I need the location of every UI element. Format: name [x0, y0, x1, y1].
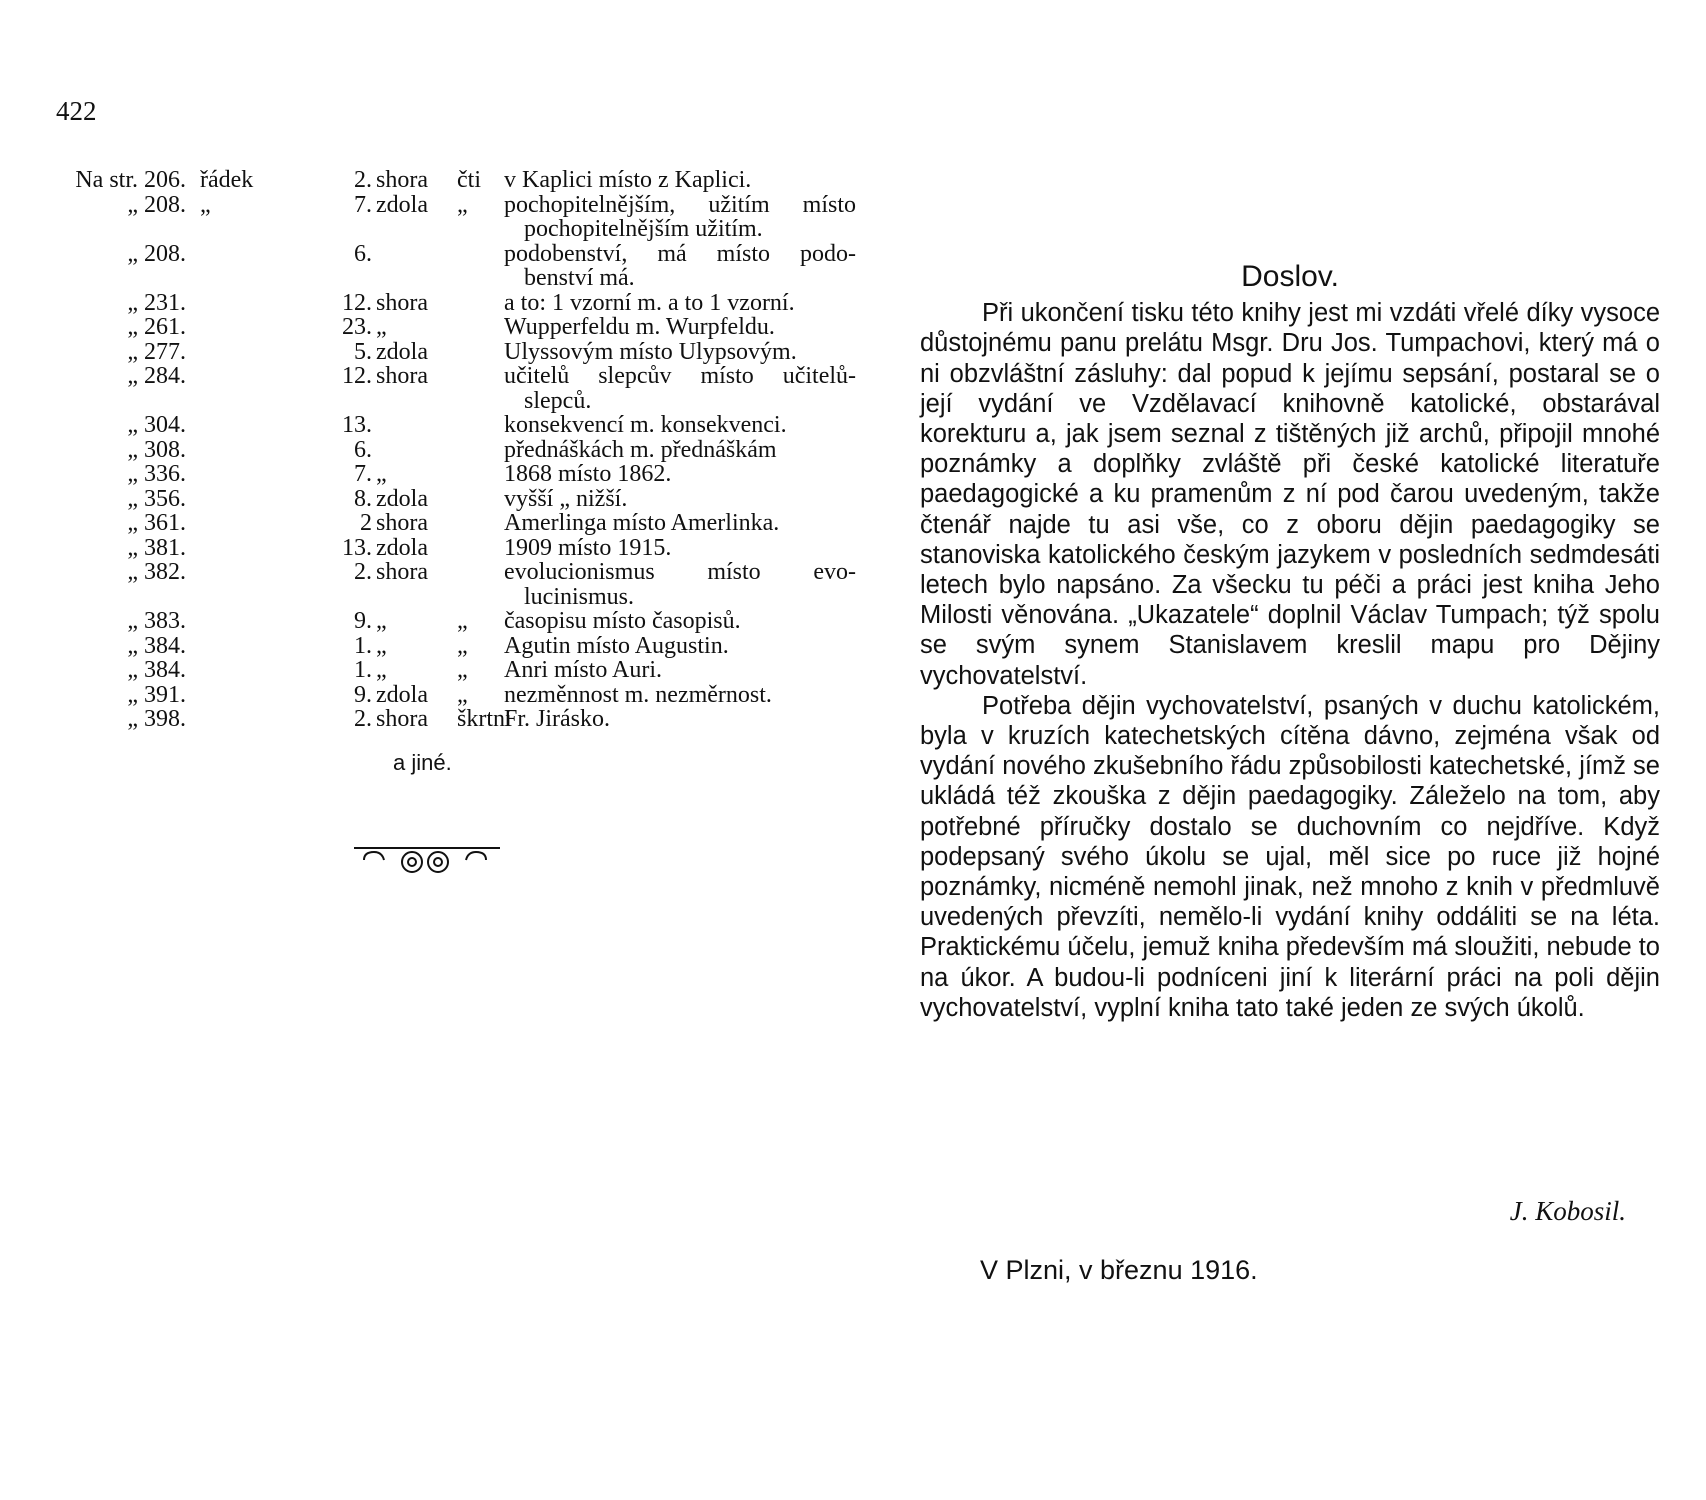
- errata-page-ref: „ 383.: [127, 608, 186, 634]
- errata-line-number: 12.: [342, 289, 372, 316]
- errata-page-ref: „ 308.: [127, 436, 186, 463]
- errata-direction: „: [376, 632, 387, 659]
- errata-correction-line: učitelů slepcův místo učitelů-: [504, 363, 856, 389]
- errata-page-ref: „ 304.: [127, 412, 186, 438]
- errata-instruction: „: [457, 657, 468, 683]
- errata-page-ref: „ 361.: [127, 510, 186, 536]
- errata-instruction: „: [457, 608, 468, 634]
- errata-line-number: 9.: [354, 608, 372, 634]
- errata-row: [54, 707, 824, 732]
- errata-line-number: 7.: [354, 461, 372, 487]
- afterword-paragraph: Při ukončení tisku této knihy jest mi vzdáti vřelé díky vysoce důstojnému panu prelátu Msgr. Dru Jos. Tumpachovi, který má o ni obzvláštní zásluhy: dal popud k jejímu sepsání, postaral se o její vydání ve Vzdělavací knihovně katolické, obstarával korekturu a, jak jsem seznal z tištěných již archů, připojil mnohé poznámky a doplňky zvláště při české katolické literatuře paedagogické a ku pramenům z ní pod čarou uvedeným, takže čtenář najde tu asi vše, co z oboru dějin paedagogiky se stanoviska katolického českým jazykem v posledních sedmdesáti letech bylo napsáno. Za všecku tu péči a práci jest kniha Jeho Milosti věnována. „Ukazatele“ doplnil Václav Tumpach; týž spolu se svým synem Stanislavem kreslil mapu pro Dějiny vychovatelství.: [920, 299, 1660, 690]
- errata-page-ref: „ 384.: [127, 632, 186, 659]
- errata-page-ref: „ 336.: [127, 461, 186, 487]
- errata-instruction: „: [457, 632, 468, 659]
- errata-correction-line: nezměnnost m. nezměrnost.: [504, 681, 772, 708]
- place-date: V Plzni, v březnu 1916.: [980, 1255, 1258, 1285]
- errata-direction: shora: [376, 706, 428, 732]
- errata-page-ref: „ 382.: [127, 559, 186, 585]
- errata-footer: a jiné.: [393, 750, 452, 775]
- errata-correction: [504, 560, 856, 609]
- errata-correction-line: Ulyssovým místo Ulypsovým.: [504, 338, 797, 365]
- errata-row: [54, 462, 824, 487]
- errata-direction: zdola: [376, 534, 428, 561]
- errata-correction: [504, 168, 856, 193]
- errata-page-ref: „ 284.: [127, 363, 186, 389]
- errata-correction: [504, 193, 856, 242]
- errata-direction: „: [376, 657, 387, 683]
- errata-row: [54, 413, 824, 438]
- errata-page-ref: „ 261.: [127, 314, 186, 340]
- errata-correction: [504, 658, 856, 683]
- errata-direction: „: [376, 314, 387, 340]
- errata-row: [54, 168, 824, 193]
- errata-row: [54, 340, 824, 365]
- errata-correction-line: časopisu místo časopisů.: [504, 608, 741, 634]
- errata-correction-line: vyšší „ nižší.: [504, 485, 628, 512]
- errata-instruction: „: [457, 191, 468, 218]
- errata-correction-continuation: benství má.: [524, 265, 635, 291]
- errata-correction-line: pochopitelnějším, užitím místo: [504, 191, 856, 218]
- ornament-flourish-icon: [352, 840, 502, 876]
- errata-radek-label: „: [200, 191, 211, 218]
- afterword-title: Doslov.: [1241, 260, 1339, 293]
- errata-correction-line: 1909 místo 1915.: [504, 534, 672, 561]
- errata-row: [54, 658, 824, 683]
- errata-correction: [504, 315, 856, 340]
- errata-line-number: 9.: [354, 681, 372, 708]
- errata-radek-label: řádek: [200, 167, 254, 193]
- errata-line-number: 1.: [354, 657, 372, 683]
- afterword-paragraph: Potřeba dějin vychovatelství, psaných v duchu katolickém, byla v kruzích katechetských cítěna dávno, zejména však od vydání nového zkušebního řádu způsobilosti katechetské, jímž se ukládá též zkouška z dějin paedagogiky. Záleželo na tom, aby potřebné příručky dostalo se duchovním co nejdříve. Když podepsaný svého úkolu se ujal, měl sice po ruce již hojné poznámky, nicméně nemohl jinak, než mnoho z knih v předmluvě uvedených převzíti, nemělo-li vydání knihy oddáliti se na léta. Praktickému účelu, jemuž kniha především má sloužiti, nebude to na úkor. A budou-li podníceni jiní k literární práci na poli dějin vychovatelství, vyplní kniha tato také jeden ze svých úkolů.: [920, 691, 1660, 1022]
- errata-row: [54, 511, 824, 536]
- errata-page-ref: „ 231.: [127, 289, 186, 316]
- errata-row: [54, 291, 824, 316]
- errata-correction: [504, 291, 856, 316]
- errata-direction: shora: [376, 510, 428, 536]
- errata-correction-line: podobenství, má místo podo-: [504, 240, 856, 267]
- errata-page-ref: „ 384.: [127, 657, 186, 683]
- errata-line-number: 2.: [354, 706, 372, 732]
- errata-direction: zdola: [376, 191, 428, 218]
- signature: J. Kobosil.: [1509, 1196, 1626, 1226]
- errata-correction-continuation: slepců.: [524, 387, 592, 414]
- errata-correction-line: konsekvencí m. konsekvenci.: [504, 412, 787, 438]
- ornament-divider: [352, 840, 502, 881]
- errata-correction: [504, 413, 856, 438]
- errata-page-ref: Na str. 206.: [75, 167, 186, 193]
- errata-page-ref: „ 398.: [127, 706, 186, 732]
- errata-direction: zdola: [376, 338, 428, 365]
- errata-line-number: 13.: [342, 534, 372, 561]
- errata-line-number: 23.: [342, 314, 372, 340]
- errata-direction: shora: [376, 289, 428, 316]
- errata-row: [54, 536, 824, 561]
- errata-correction: [504, 683, 856, 708]
- errata-correction-line: 1868 místo 1862.: [504, 461, 672, 487]
- errata-direction: shora: [376, 167, 428, 193]
- errata-page-ref: „ 391.: [127, 681, 186, 708]
- errata-row: [54, 683, 824, 708]
- errata-row: [54, 487, 824, 512]
- errata-line-number: 2.: [354, 167, 372, 193]
- errata-direction: zdola: [376, 485, 428, 512]
- errata-correction: [504, 536, 856, 561]
- errata-line-number: 8.: [354, 485, 372, 512]
- errata-correction-line: přednáškách m. přednáškám: [504, 436, 777, 463]
- errata-line-number: 6.: [354, 436, 372, 463]
- errata-row: [54, 191, 856, 242]
- errata-line-number: 5.: [354, 338, 372, 365]
- errata-line-number: 12.: [342, 363, 372, 389]
- errata-line-number: 1.: [354, 632, 372, 659]
- errata-page-ref: „ 381.: [127, 534, 186, 561]
- errata-instruction: čti: [457, 167, 481, 193]
- errata-correction-line: Anri místo Auri.: [504, 657, 663, 683]
- errata-page-ref: „ 208.: [127, 240, 186, 267]
- errata-correction-line: evolucionismus místo evo-: [504, 559, 856, 585]
- errata-correction: [504, 340, 856, 365]
- errata-row: [54, 559, 856, 610]
- errata-line-number: 2: [360, 510, 372, 536]
- errata-correction-line: Fr. Jirásko.: [504, 706, 611, 732]
- errata-correction-line: Agutin místo Augustin.: [504, 632, 729, 659]
- errata-correction: [504, 511, 856, 536]
- errata-direction: shora: [376, 559, 428, 585]
- errata-row: [54, 363, 856, 414]
- errata-row: [54, 240, 856, 291]
- errata-correction: [504, 242, 856, 291]
- errata-correction-line: v Kaplici místo z Kaplici.: [504, 167, 752, 193]
- errata-correction-line: a to: 1 vzorní m. a to 1 vzorní.: [504, 289, 795, 316]
- errata-row: [54, 438, 824, 463]
- errata-row: [54, 634, 824, 659]
- errata-correction: [504, 364, 856, 413]
- errata-row: [54, 315, 824, 340]
- errata-instruction: „: [457, 681, 468, 708]
- errata-direction: „: [376, 461, 387, 487]
- errata-correction: [504, 707, 856, 732]
- errata-page-ref: „ 208.: [127, 191, 186, 218]
- page-number: 422: [56, 96, 97, 126]
- errata-correction-continuation: pochopitelnějším užitím.: [524, 216, 763, 242]
- errata-page-ref: „ 277.: [127, 338, 186, 365]
- errata-correction: [504, 634, 856, 659]
- errata-correction: [504, 609, 856, 634]
- errata-direction: zdola: [376, 681, 428, 708]
- errata-line-number: 2.: [354, 559, 372, 585]
- errata-correction: [504, 487, 856, 512]
- errata-direction: „: [376, 608, 387, 634]
- errata-correction-line: Wupperfeldu m. Wurpfeldu.: [504, 314, 775, 340]
- errata-line-number: 6.: [354, 240, 372, 267]
- errata-line-number: 7.: [354, 191, 372, 218]
- errata-correction: [504, 438, 856, 463]
- errata-correction-line: Amerlinga místo Amerlinka.: [504, 510, 780, 536]
- errata-table: [54, 167, 856, 732]
- errata-instruction: škrtni: [457, 706, 512, 732]
- afterword-section: [920, 262, 1660, 1023]
- errata-row: [54, 609, 824, 634]
- errata-direction: shora: [376, 363, 428, 389]
- errata-correction-continuation: lucinismus.: [524, 583, 635, 610]
- errata-correction: [504, 462, 856, 487]
- errata-line-number: 13.: [342, 412, 372, 438]
- errata-page-ref: „ 356.: [127, 485, 186, 512]
